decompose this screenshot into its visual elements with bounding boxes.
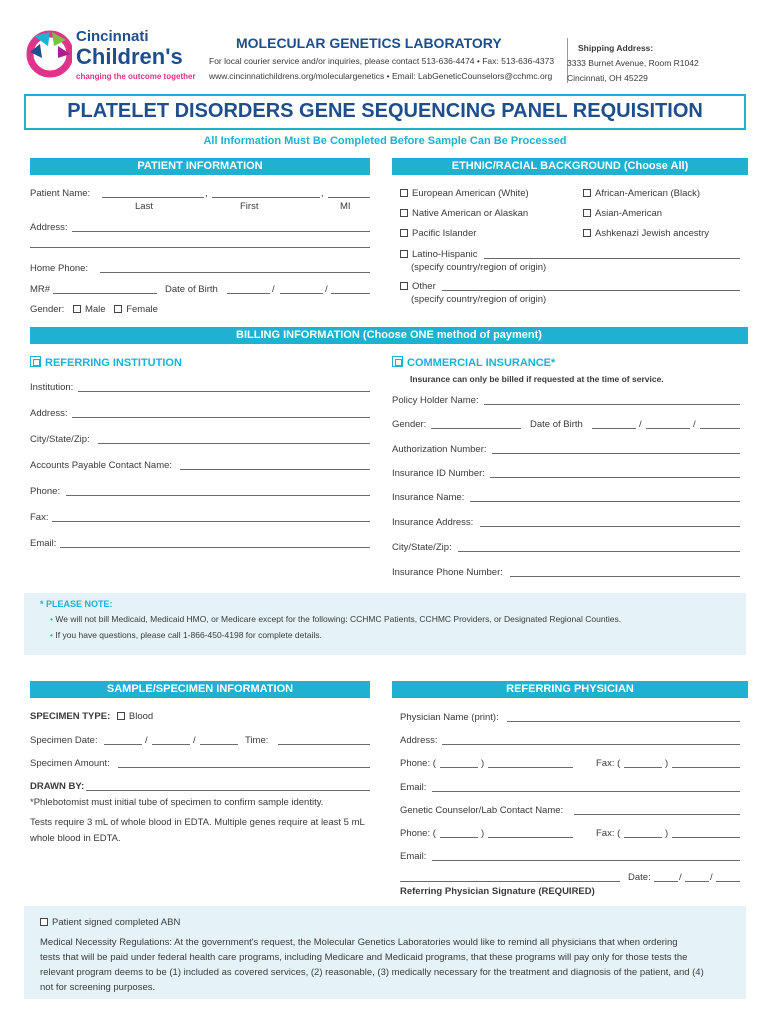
drawn-by-label: DRAWN BY: <box>30 781 85 792</box>
physician-fax-label: Fax: ( <box>596 758 621 769</box>
institution-field[interactable] <box>78 391 370 392</box>
commercial-insurance-label: COMMERCIAL INSURANCE* <box>407 357 556 369</box>
inst-email-label: Email: <box>30 538 57 549</box>
specimen-date-label: Specimen Date: <box>30 735 98 746</box>
physician-signature-field[interactable] <box>400 881 620 882</box>
african-label: African-American (Black) <box>595 188 701 199</box>
gc-email-label: Email: <box>400 851 427 862</box>
physician-phone-label: Phone: ( <box>400 758 436 769</box>
other-label: Other <box>412 281 436 292</box>
last-caption: Last <box>135 201 153 212</box>
ethnic-header: ETHNIC/RACIAL BACKGROUND (Choose All) <box>392 158 748 175</box>
specimen-amount-label: Specimen Amount: <box>30 758 110 769</box>
first-name-field[interactable] <box>212 197 320 198</box>
ins-city-label: City/State/Zip: <box>392 542 452 553</box>
home-phone-field[interactable] <box>100 272 370 273</box>
inst-phone-label: Phone: <box>30 486 61 497</box>
physician-name-field[interactable] <box>507 721 740 722</box>
policy-holder-label: Policy Holder Name: <box>392 395 479 406</box>
physician-address-label: Address: <box>400 735 438 746</box>
pacific-label: Pacific Islander <box>412 228 477 239</box>
inst-email-field[interactable] <box>60 547 370 548</box>
footer-line-4: not for screening purposes. <box>40 982 156 993</box>
ins-dob-month-field[interactable] <box>592 428 636 429</box>
ins-name-field[interactable] <box>470 501 740 502</box>
ins-phone-field[interactable] <box>510 576 740 577</box>
note-bullet-2: If you have questions, please call 1-866-450-4198 for complete details. <box>55 630 322 640</box>
inst-address-field[interactable] <box>72 417 370 418</box>
specimen-type-label: SPECIMEN TYPE: <box>30 711 111 722</box>
european-label: European American (White) <box>412 188 529 199</box>
specimen-date-month-field[interactable] <box>104 744 142 745</box>
gc-phone-label: Phone: ( <box>400 828 436 839</box>
genetic-counselor-field[interactable] <box>574 814 740 815</box>
inst-fax-label: Fax: <box>30 512 49 523</box>
gc-fax-area-field[interactable] <box>624 837 662 838</box>
patient-info-header: PATIENT INFORMATION <box>30 158 370 175</box>
european-checkbox[interactable] <box>400 189 408 197</box>
mr-label: MR# <box>30 284 51 295</box>
ins-id-label: Insurance ID Number: <box>392 468 485 479</box>
latino-label: Latino-Hispanic <box>412 249 478 260</box>
ins-id-field[interactable] <box>490 477 740 478</box>
mr-field[interactable] <box>53 293 157 294</box>
abn-checkbox[interactable] <box>40 918 48 926</box>
specimen-time-field[interactable] <box>278 744 370 745</box>
ap-contact-label: Accounts Payable Contact Name: <box>30 460 173 471</box>
logo-mark-icon <box>24 24 72 80</box>
brand-name-line2: Children's <box>76 44 183 69</box>
native-checkbox[interactable] <box>400 209 408 217</box>
patient-address-field-2[interactable] <box>30 247 370 248</box>
physician-name-label: Physician Name (print): <box>400 712 499 723</box>
home-phone-label: Home Phone: <box>30 263 89 274</box>
ins-dob-day-field[interactable] <box>646 428 690 429</box>
male-checkbox[interactable] <box>73 305 81 313</box>
other-note: (specify country/region of origin) <box>411 294 547 305</box>
dob-year-field[interactable] <box>331 293 370 294</box>
gc-fax-field[interactable] <box>672 837 740 838</box>
ap-contact-field[interactable] <box>180 469 370 470</box>
mi-caption: MI <box>340 201 351 212</box>
authorization-label: Authorization Number: <box>392 444 487 455</box>
native-label: Native American or Alaskan <box>412 208 529 219</box>
policy-holder-field[interactable] <box>484 404 740 405</box>
footer-line-3: relevant program deems to be (1) included as covered services, (2) reasonable, (3) medically necessary for the treatment and diagnosis of the patient, and (4) <box>40 967 704 978</box>
shipping-line1: 3333 Burnet Avenue, Room R1042 <box>567 58 699 68</box>
pacific-checkbox[interactable] <box>400 229 408 237</box>
blood-label: Blood <box>128 711 154 722</box>
lab-title: MOLECULAR GENETICS LABORATORY <box>236 35 502 51</box>
physician-phone-area-field[interactable] <box>440 767 478 768</box>
patient-name-label: Patient Name: <box>30 188 91 199</box>
footer-line-2: tests that will be paid under federal health care programs, including Medicare and Medicaid programs, that these programs will pay only for those tests the <box>40 952 688 963</box>
note-box <box>24 593 746 655</box>
asian-checkbox[interactable] <box>583 209 591 217</box>
physician-address-field[interactable] <box>442 744 740 745</box>
signature-date-day-field[interactable] <box>685 881 709 882</box>
ins-gender-field[interactable] <box>431 428 521 429</box>
patient-address-field[interactable] <box>72 231 370 232</box>
billing-header: BILLING INFORMATION (Choose ONE method of payment) <box>30 327 748 344</box>
gender-label: Gender: <box>30 304 65 315</box>
page-subtitle: All Information Must Be Completed Before Sample Can Be Processed <box>203 135 567 147</box>
asian-label: Asian-American <box>595 208 663 219</box>
tests-note-line2: whole blood in EDTA. <box>30 833 121 844</box>
ins-city-field[interactable] <box>458 551 740 552</box>
abn-label: Patient signed completed ABN <box>52 917 181 928</box>
physician-phone-field[interactable] <box>488 767 573 768</box>
last-name-field[interactable] <box>102 197 204 198</box>
ashkenazi-checkbox[interactable] <box>583 229 591 237</box>
footer-line-1: Medical Necessity Regulations: At the government's request, the Molecular Genetics Laboratories would like to remind all physicians that when ordering <box>40 937 678 948</box>
insurance-note: Insurance can only be billed if requested at the time of service. <box>410 374 664 384</box>
gc-fax-label: Fax: ( <box>596 828 621 839</box>
inst-phone-field[interactable] <box>66 495 370 496</box>
gc-email-field[interactable] <box>432 860 740 861</box>
specimen-amount-field[interactable] <box>118 767 370 768</box>
physician-email-label: Email: <box>400 782 427 793</box>
specimen-date-year-field[interactable] <box>200 744 238 745</box>
page-title: PLATELET DISORDERS GENE SEQUENCING PANEL REQUISITION <box>67 100 703 122</box>
authorization-field[interactable] <box>492 453 740 454</box>
inst-city-label: City/State/Zip: <box>30 434 90 445</box>
female-checkbox[interactable] <box>114 305 122 313</box>
patient-address-label: Address: <box>30 222 68 233</box>
drawn-by-field[interactable] <box>86 790 370 791</box>
female-label: Female <box>126 304 158 315</box>
other-origin-field[interactable] <box>442 290 740 291</box>
ins-name-label: Insurance Name: <box>392 492 465 503</box>
ins-phone-label: Insurance Phone Number: <box>392 567 503 578</box>
inst-address-label: Address: <box>30 408 68 419</box>
specimen-time-label: Time: <box>245 735 269 746</box>
latino-note: (specify country/region of origin) <box>411 262 547 273</box>
brand-name-line1: Cincinnati <box>76 28 149 45</box>
dob-label: Date of Birth <box>165 284 218 295</box>
african-checkbox[interactable] <box>583 189 591 197</box>
physician-fax-area-field[interactable] <box>624 767 662 768</box>
phlebotomist-note: *Phlebotomist must initial tube of specimen to confirm sample identity. <box>30 797 324 808</box>
shipping-line2: Cincinnati, OH 45229 <box>567 73 648 83</box>
latino-checkbox[interactable] <box>400 250 408 258</box>
physician-fax-field[interactable] <box>672 767 740 768</box>
specimen-date-day-field[interactable] <box>152 744 190 745</box>
blood-checkbox[interactable] <box>117 712 125 720</box>
contact-line: For local courier service and/or inquiries, please contact 513-636-4474 • Fax: 513-636-4373 <box>209 56 555 66</box>
other-checkbox[interactable] <box>400 282 408 290</box>
ins-address-field[interactable] <box>480 526 740 527</box>
cincinnati-childrens-logo <box>24 24 199 84</box>
note-title: * PLEASE NOTE: <box>40 599 113 609</box>
shipping-label: Shipping Address: <box>578 43 654 53</box>
sample-header: SAMPLE/SPECIMEN INFORMATION <box>30 681 370 698</box>
brand-tagline: changing the outcome together <box>76 72 196 81</box>
gc-phone-area-field[interactable] <box>440 837 478 838</box>
tests-note-line1: Tests require 3 mL of whole blood in EDTA. Multiple genes require at least 5 mL <box>30 817 365 828</box>
physician-email-field[interactable] <box>432 791 740 792</box>
institution-label: Institution: <box>30 382 74 393</box>
referring-institution-label: REFERRING INSTITUTION <box>45 357 182 369</box>
gc-phone-field[interactable] <box>488 837 573 838</box>
physician-signature-label: Referring Physician Signature (REQUIRED) <box>400 886 595 897</box>
signature-date-label: Date: <box>628 872 651 883</box>
signature-date-month-field[interactable] <box>654 881 678 882</box>
ins-address-label: Insurance Address: <box>392 517 474 528</box>
first-caption: First <box>240 201 259 212</box>
dob-month-field[interactable] <box>227 293 270 294</box>
referring-institution-checkbox[interactable] <box>30 356 41 367</box>
ashkenazi-label: Ashkenazi Jewish ancestry <box>595 228 710 239</box>
male-label: Male <box>84 304 106 315</box>
dob-day-field[interactable] <box>280 293 323 294</box>
genetic-counselor-label: Genetic Counselor/Lab Contact Name: <box>400 805 564 816</box>
physician-header: REFERRING PHYSICIAN <box>392 681 748 698</box>
latino-origin-field[interactable] <box>484 258 740 259</box>
commercial-insurance-checkbox[interactable] <box>392 356 403 367</box>
ins-dob-label: Date of Birth <box>530 419 583 430</box>
signature-date-year-field[interactable] <box>716 881 740 882</box>
web-line: www.cincinnatichildrens.org/moleculargenetics • Email: LabGeneticCounselors@cchmc.org <box>209 71 553 81</box>
inst-city-field[interactable] <box>98 443 370 444</box>
ins-gender-label: Gender: <box>392 419 427 430</box>
middle-initial-field[interactable] <box>328 197 370 198</box>
note-bullet-1: We will not bill Medicaid, Medicaid HMO, or Medicare except for the following: CCHMC Patients, CCHMC Providers, or Designated Regional Counties. <box>55 614 622 624</box>
ins-dob-year-field[interactable] <box>700 428 740 429</box>
inst-fax-field[interactable] <box>52 521 370 522</box>
